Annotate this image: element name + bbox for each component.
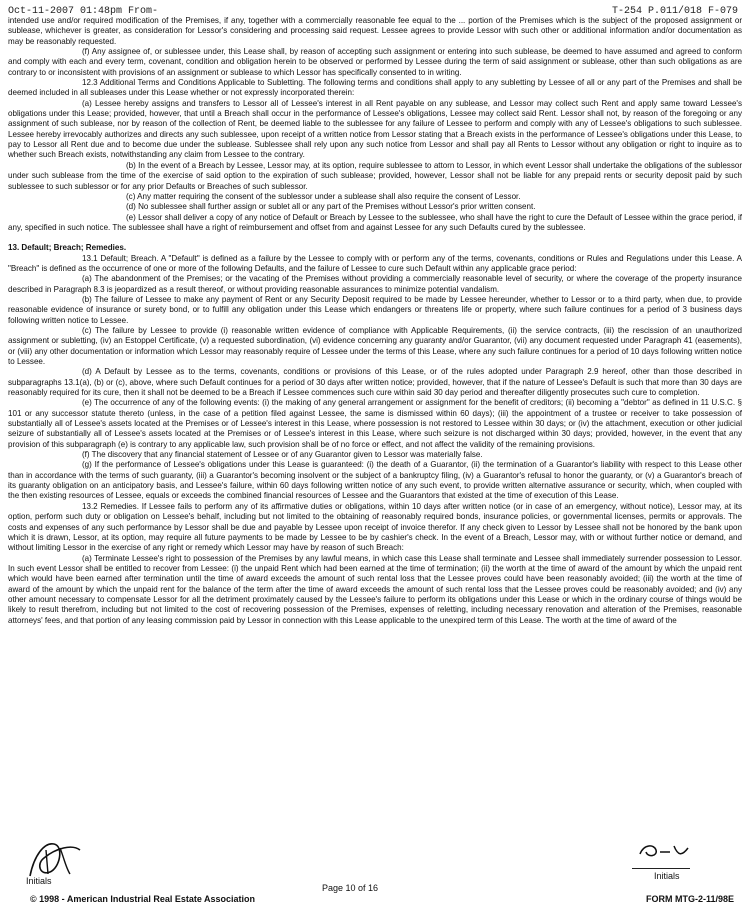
- paragraph-13-2-a: (a) Terminate Lessee's right to possession of the Premises by any lawful means, in which case this Lease shall terminate and Lessee shall immediately surrender possession to Lessor. In such event Lessor shall be entitled to recover from Lessee: (i) the unpaid Rent which had been earned at the time of termination; (ii) the worth at the time of award of the amount by which the unpaid rent which would have been earned after termination until the time of award exceeds the amount of such rental loss that the Lessee proves could have been reasonably avoided; (iii) the worth at the time of award of the amount by which the unpaid rent for the balance of the term after the time of award exceeds the amount of such rental loss that the Lessee proves could be reasonably avoided; and (iv) any other amount necessary to compensate Lessor for all the detriment proximately caused by the Lessee's failure to perform its obligations under this Lease or which in the ordinary course of things would be likely to result therefrom, including but not limited to the cost of recovering possession of the Premises, expenses of reletting, including necessary renovation and alteration of the Premises, reasonable attorneys' fees, and that portion of any leasing commission paid by Lessor in connection with this Lease applicable to the unexpired term of this Lease. The worth at the time of award of the: [8, 553, 742, 625]
- paragraph-12-3-b: (b) In the event of a Breach by Lessee, Lessor may, at its option, require sublessee to attorn to Lessor, in which event Lessor shall undertake the obligations of the sublessor under such sublease from the time of the exercise of said option to the expiration of such sublease; provided, however, Lessor shall not be liable for any prepaid rents or security deposit paid by such sublessee to such sublessor or for any prior Defaults or Breaches of such sublessor.: [8, 160, 742, 191]
- paragraph-13-1-f: (f) The discovery that any financial statement of Lessee or of any Guarantor given to Lessor was materially false.: [82, 450, 483, 460]
- fax-header-right: T-254 P.011/018 F-079: [611, 6, 738, 17]
- paragraph-12-2-e-cont: intended use and/or required modification of the Premises, if any, together with a commercially reasonable fee equal to the ... portion of the Premises which is the subject of the proposed assignment or sublease, whichever is greater, as consideration for Lessor's considering and processing said request. Lessee agrees to provide Lessor with such other or additional information and/or documentation as may be reasonably requested.: [8, 16, 742, 46]
- paragraph-12-3-d: (d) No sublessee shall further assign or sublet all or any part of the Premises without Lessor's prior written consent.: [126, 202, 536, 212]
- paragraph-13-1: 13.1 Default; Breach. A "Default" is defined as a failure by the Lessee to comply with or perform any of the terms, covenants, conditions or Rules and Regulations under this Lease. A "Breach" is defined as the occurrence of one or more of the following Defaults, and the failure of Lessee to cure such Default within any applicable grace period:: [8, 253, 742, 273]
- page-number: Page 10 of 16: [322, 883, 379, 893]
- paragraph-13-1-d: (d) A Default by Lessee as to the terms, covenants, conditions or provisions of this Lease, or of the rules adopted under Paragraph 2.9 hereof, other than those described in subparagraphs 13.1(a), (b) or (c), above, where such Default continues for a period of 30 days after written notice; provided, however, that if the nature of Lessee's Default is such that more than 30 days are reasonably required for its cure, then it shall not be deemed to be a Breach if Lessee commences such cure within said 30 day period and thereafter diligently prosecutes such cure to completion.: [8, 367, 742, 398]
- paragraph-13-1-a: (a) The abandonment of the Premises; or the vacating of the Premises without providing a commercially reasonable level of security, or where the coverage of the property insurance described in Paragraph 8.3 is jeopardized as a result thereof, or without providing reasonable assurances to minimize potential vandalism.: [8, 274, 742, 294]
- paragraph-13-1-b: (b) The failure of Lessee to make any payment of Rent or any Security Deposit required to be made by Lessee hereunder, whether to Lessor or to a third party, when due, to provide reasonable evidence of insurance or surety bond, or to fulfill any obligation under this Lease which endangers or threatens life or property, where such failure continues for a period of 3 business days following written notice to Lessee.: [8, 294, 742, 325]
- initials-label-right: Initials: [654, 871, 680, 881]
- initials-label-left: Initials: [26, 876, 52, 886]
- paragraph-12-3-a: (a) Lessee hereby assigns and transfers to Lessor all of Lessee's interest in all Rent payable on any sublease, and Lessor may collect such Rent and apply same toward Lessee's obligations under this Lease; provided, however, that until a Breach shall occur in the performance of Lessee's obligations, Lessee may collect said Rent. Lessor shall not, by reason of the foregoing or any assignment of such sublease, nor by reason of the collection of Rent, be deemed liable to the sublessee for any failure of Lessee to perform and comply with any of Lessee's obligations to such sublessee. Lessee hereby irrevocably authorizes and directs any such sublessee, upon receipt of a written notice from Lessor stating that a Breach exists in the performance of Lessee's obligations under this Lease, to pay to Lessor all Rent due and to become due under the sublease. Sublessee shall rely upon any such notice from Lessor and shall pay all Rents to Lessor without any obligation or right to inquire as to whether such Breach exists, notwithstanding any claim from Lessee to the contrary.: [8, 98, 742, 160]
- paragraph-12-3-e: (e) Lessor shall deliver a copy of any notice of Default or Breach by Lessee to the sublessee, who shall have the right to cure the Default of Lessee within the grace period, if any, specified in such notice. The sublessee shall have a right of reimbursement and offset from and against Lessee for any such Defaults cured by the sublessee.: [8, 212, 742, 232]
- paragraph-13-1-e: (e) The occurrence of any of the following events: (i) the making of any general arrangement or assignment for the benefit of creditors; (ii) becoming a "debtor" as defined in 11 U.S.C. § 101 or any successor statute thereto (unless, in the case of a petition filed against Lessee, the same is dismissed within 60 days); (iii) the appointment of a trustee or receiver to take possession of substantially all of Lessee's assets located at the Premises or of Lessee's interest in this Lease, where possession is not restored to Lessee within 30 days; or (iv) the attachment, execution or other judicial seizure of substantially all of Lessee's assets located at the Premises or of Lessee's interest in this Lease, where such seizure is not discharged within 30 days; provided, however, in the event that any provision of this subparagraph (e) is contrary to any applicable law, such provision shall be of no force or effect, and not affect the validity of the remaining provisions.: [8, 398, 742, 449]
- paragraph-13-1-g: (g) If the performance of Lessee's obligations under this Lease is guaranteed: (i) the death of a Guarantor, (ii) the termination of a Guarantor's liability with respect to this Lease other than in accordance with the terms of such guaranty, (iii) a Guarantor's becoming insolvent or the subject of a bankruptcy filing, (iv) a Guarantor's refusal to honor the guaranty, or (v) a Guarantor's breach of its guaranty obligation on an anticipatory basis, and Lessee's failure, within 60 days following written notice of any such event, to provide written alternative assurance or security, which, when coupled with the then existing resources of Lessee, equals or exceeds the combined financial resources of Lessee and the Guarantors that existed at the time of execution of this Lease.: [8, 460, 742, 501]
- section-13-heading: 13. Default; Breach; Remedies.: [8, 243, 127, 253]
- paragraph-12-2-f: (f) Any assignee of, or sublessee under, this Lease shall, by reason of accepting such assignment or entering into such sublease, be deemed to have assumed and agreed to conform and comply with each and every term, covenant, condition and obligation herein to be observed or performed by Lessee during the term of said assignment or sublease, other than such obligations as are contrary to or inconsistent with provisions of an assignment or sublease to which Lessor has specifically consented to in writing.: [8, 47, 742, 77]
- initials-signature-right: [634, 842, 694, 860]
- fax-header-left: Oct-11-2007 01:48pm From-: [8, 6, 159, 17]
- copyright-notice: © 1998 - American Industrial Real Estate Association: [30, 894, 256, 904]
- form-number: FORM MTG-2-11/98E: [645, 894, 734, 904]
- initials-line-right: [632, 868, 690, 869]
- paragraph-13-2: 13.2 Remedies. If Lessee fails to perform any of its affirmative duties or obligations, within 10 days after written notice (or in case of an emergency, without notice), Lessor may, at its option, perform such duty or obligation on Lessee's behalf, including but not limited to the obtaining of reasonably required bonds, insurance policies, or governmental licenses, permits or approvals. The costs and expenses of any such performance by Lessor shall be due and payable by Lessee upon receipt of invoice therefor. If any check given to Lessor by Lessee shall not be honored by the bank upon which it is drawn, Lessor, at its option, may require all future payments to be made by Lessee to be by cashier's check. In the event of a Breach, Lessor may, with or without further notice or demand, and without limiting Lessor in the exercise of any right or remedy which Lessor may have by reason of such Breach:: [8, 501, 742, 553]
- initials-signature-left: [26, 838, 84, 880]
- paragraph-13-1-c: (c) The failure by Lessee to provide (i) reasonable written evidence of compliance with Applicable Requirements, (ii) the service contracts, (iii) the rescission of an unauthorized assignment or subletting, (iv) an Estoppel Certificate, (v) a requested subordination, (vi) evidence concerning any guaranty and/or Guarantor, (vii) any document requested under Paragraph 41 (easements), or (viii) any other documentation or information which Lessor may reasonably require of Lessee under the terms of this Lease, where any such failure continues for a period of 10 days following written notice to Lessee.: [8, 325, 742, 366]
- paragraph-12-3-c: (c) Any matter requiring the consent of the sublessor under a sublease shall also require the consent of Lessor.: [126, 191, 521, 201]
- document-body: [8, 16, 742, 626]
- paragraph-12-3: 12.3 Additional Terms and Conditions Applicable to Subletting. The following terms and conditions shall apply to any subletting by Lessee of all or any part of the Premises and shall be deemed included in all subleases under this Lease whether or not expressly incorporated therein:: [8, 78, 742, 98]
